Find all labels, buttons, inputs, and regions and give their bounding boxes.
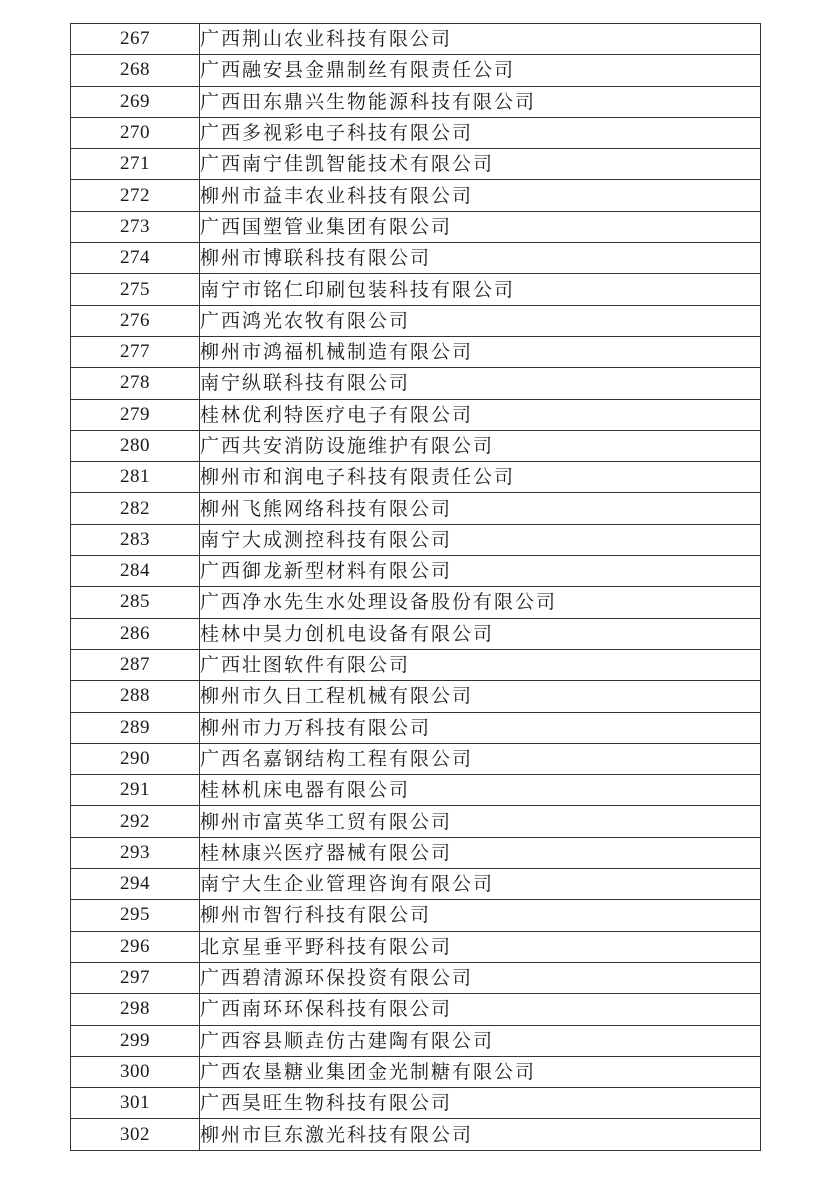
table-row bbox=[71, 24, 761, 55]
row-number-cell: 282 bbox=[71, 493, 200, 524]
table-row bbox=[71, 336, 761, 367]
company-name-cell: 北京星垂平野科技有限公司 bbox=[200, 931, 761, 962]
row-number-cell: 294 bbox=[71, 869, 200, 900]
row-number-cell: 299 bbox=[71, 1025, 200, 1056]
table-row bbox=[71, 180, 761, 211]
company-name-cell: 柳州市久日工程机械有限公司 bbox=[200, 681, 761, 712]
row-number-cell: 292 bbox=[71, 806, 200, 837]
row-number-cell: 283 bbox=[71, 524, 200, 555]
company-name-cell: 广西田东鼎兴生物能源科技有限公司 bbox=[200, 86, 761, 117]
table-row bbox=[71, 149, 761, 180]
table-row bbox=[71, 743, 761, 774]
row-number-cell: 288 bbox=[71, 681, 200, 712]
row-number-cell: 284 bbox=[71, 556, 200, 587]
table-row bbox=[71, 837, 761, 868]
row-number-cell: 280 bbox=[71, 430, 200, 461]
company-name-cell: 广西南宁佳凯智能技术有限公司 bbox=[200, 149, 761, 180]
company-name-cell: 广西碧清源环保投资有限公司 bbox=[200, 962, 761, 993]
table-row bbox=[71, 931, 761, 962]
row-number-cell: 291 bbox=[71, 775, 200, 806]
company-name-cell: 柳州市智行科技有限公司 bbox=[200, 900, 761, 931]
company-name-cell: 柳州市巨东激光科技有限公司 bbox=[200, 1119, 761, 1150]
row-number-cell: 268 bbox=[71, 55, 200, 86]
table-row bbox=[71, 649, 761, 680]
company-name-cell: 广西鸿光农牧有限公司 bbox=[200, 305, 761, 336]
table-body bbox=[71, 24, 761, 1151]
company-name-cell: 广西净水先生水处理设备股份有限公司 bbox=[200, 587, 761, 618]
company-name-cell: 柳州市富英华工贸有限公司 bbox=[200, 806, 761, 837]
row-number-cell: 301 bbox=[71, 1088, 200, 1119]
company-name-cell: 南宁大生企业管理咨询有限公司 bbox=[200, 869, 761, 900]
table-row bbox=[71, 430, 761, 461]
row-number-cell: 298 bbox=[71, 994, 200, 1025]
table-row bbox=[71, 712, 761, 743]
company-name-cell: 广西农垦糖业集团金光制糖有限公司 bbox=[200, 1056, 761, 1087]
table-row bbox=[71, 55, 761, 86]
row-number-cell: 290 bbox=[71, 743, 200, 774]
table-row bbox=[71, 274, 761, 305]
table-row bbox=[71, 305, 761, 336]
company-name-cell: 南宁纵联科技有限公司 bbox=[200, 368, 761, 399]
company-name-cell: 柳州市博联科技有限公司 bbox=[200, 243, 761, 274]
company-name-cell: 广西南环环保科技有限公司 bbox=[200, 994, 761, 1025]
table-row bbox=[71, 399, 761, 430]
company-name-cell: 桂林中昊力创机电设备有限公司 bbox=[200, 618, 761, 649]
row-number-cell: 270 bbox=[71, 117, 200, 148]
row-number-cell: 278 bbox=[71, 368, 200, 399]
company-name-cell: 南宁市铭仁印刷包装科技有限公司 bbox=[200, 274, 761, 305]
table-row bbox=[71, 524, 761, 555]
row-number-cell: 279 bbox=[71, 399, 200, 430]
company-name-cell: 广西多视彩电子科技有限公司 bbox=[200, 117, 761, 148]
table-row bbox=[71, 681, 761, 712]
table-row bbox=[71, 493, 761, 524]
table-row bbox=[71, 1088, 761, 1119]
table-row bbox=[71, 368, 761, 399]
row-number-cell: 297 bbox=[71, 962, 200, 993]
table-row bbox=[71, 86, 761, 117]
company-name-cell: 桂林康兴医疗器械有限公司 bbox=[200, 837, 761, 868]
company-name-cell: 柳州市益丰农业科技有限公司 bbox=[200, 180, 761, 211]
table-row bbox=[71, 587, 761, 618]
row-number-cell: 272 bbox=[71, 180, 200, 211]
company-name-cell: 广西壮图软件有限公司 bbox=[200, 649, 761, 680]
company-name-cell: 广西融安县金鼎制丝有限责任公司 bbox=[200, 55, 761, 86]
company-name-cell: 南宁大成测控科技有限公司 bbox=[200, 524, 761, 555]
table-row bbox=[71, 462, 761, 493]
table-row bbox=[71, 243, 761, 274]
row-number-cell: 300 bbox=[71, 1056, 200, 1087]
company-name-cell: 广西名嘉钢结构工程有限公司 bbox=[200, 743, 761, 774]
row-number-cell: 296 bbox=[71, 931, 200, 962]
row-number-cell: 302 bbox=[71, 1119, 200, 1150]
table-row bbox=[71, 556, 761, 587]
table-row bbox=[71, 1119, 761, 1150]
row-number-cell: 267 bbox=[71, 24, 200, 55]
row-number-cell: 295 bbox=[71, 900, 200, 931]
row-number-cell: 273 bbox=[71, 211, 200, 242]
row-number-cell: 269 bbox=[71, 86, 200, 117]
company-list-table bbox=[70, 23, 761, 1151]
row-number-cell: 271 bbox=[71, 149, 200, 180]
row-number-cell: 276 bbox=[71, 305, 200, 336]
company-name-cell: 桂林优利特医疗电子有限公司 bbox=[200, 399, 761, 430]
company-name-cell: 柳州市鸿福机械制造有限公司 bbox=[200, 336, 761, 367]
row-number-cell: 285 bbox=[71, 587, 200, 618]
table-row bbox=[71, 117, 761, 148]
company-name-cell: 柳州飞熊网络科技有限公司 bbox=[200, 493, 761, 524]
table-row bbox=[71, 962, 761, 993]
company-name-cell: 广西荆山农业科技有限公司 bbox=[200, 24, 761, 55]
company-name-cell: 柳州市和润电子科技有限责任公司 bbox=[200, 462, 761, 493]
company-name-cell: 桂林机床电器有限公司 bbox=[200, 775, 761, 806]
company-name-cell: 柳州市力万科技有限公司 bbox=[200, 712, 761, 743]
table-row bbox=[71, 900, 761, 931]
row-number-cell: 274 bbox=[71, 243, 200, 274]
table-row bbox=[71, 806, 761, 837]
table-row bbox=[71, 775, 761, 806]
company-name-cell: 广西御龙新型材料有限公司 bbox=[200, 556, 761, 587]
table-row bbox=[71, 618, 761, 649]
company-name-cell: 广西国塑管业集团有限公司 bbox=[200, 211, 761, 242]
table-row bbox=[71, 994, 761, 1025]
table-row bbox=[71, 1025, 761, 1056]
row-number-cell: 287 bbox=[71, 649, 200, 680]
row-number-cell: 286 bbox=[71, 618, 200, 649]
row-number-cell: 289 bbox=[71, 712, 200, 743]
row-number-cell: 281 bbox=[71, 462, 200, 493]
company-name-cell: 广西昊旺生物科技有限公司 bbox=[200, 1088, 761, 1119]
table-row bbox=[71, 869, 761, 900]
row-number-cell: 293 bbox=[71, 837, 200, 868]
row-number-cell: 275 bbox=[71, 274, 200, 305]
company-name-cell: 广西共安消防设施维护有限公司 bbox=[200, 430, 761, 461]
table-row bbox=[71, 211, 761, 242]
row-number-cell: 277 bbox=[71, 336, 200, 367]
company-name-cell: 广西容县顺垚仿古建陶有限公司 bbox=[200, 1025, 761, 1056]
table-row bbox=[71, 1056, 761, 1087]
